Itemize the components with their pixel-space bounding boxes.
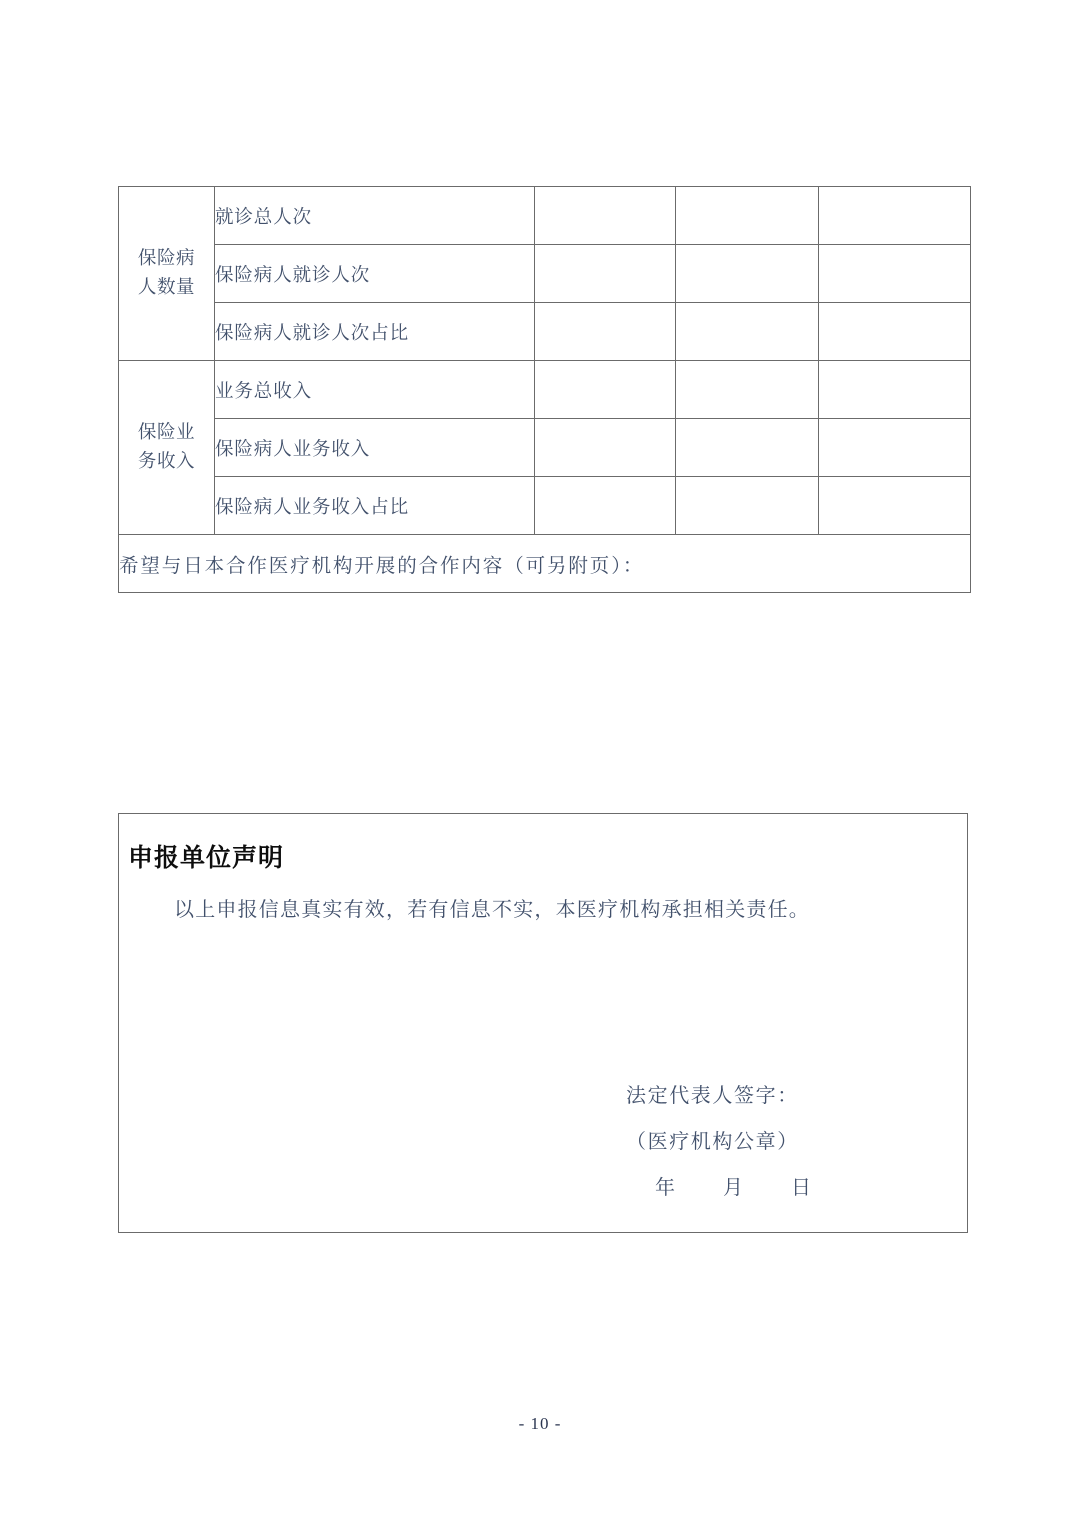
value-cell[interactable]	[819, 477, 971, 535]
signature-block	[119, 1086, 967, 1224]
declaration-box	[118, 813, 968, 1233]
value-cell[interactable]	[819, 245, 971, 303]
value-cell[interactable]	[535, 187, 676, 245]
value-cell[interactable]	[535, 419, 676, 477]
value-cell[interactable]	[676, 361, 819, 419]
row-label-insured-revenue: 保险病人业务收入	[215, 419, 535, 477]
table-row	[119, 361, 971, 419]
value-cell[interactable]	[676, 303, 819, 361]
declaration-body-text: 以上申报信息真实有效，若有信息不实，本医疗机构承担相关责任。	[174, 899, 810, 921]
value-cell[interactable]	[535, 303, 676, 361]
group-label-patient-count: 保险病 人数量	[119, 187, 215, 361]
group-label-insurance-revenue: 保险业 务收入	[119, 361, 215, 535]
value-cell[interactable]	[676, 187, 819, 245]
table-row	[119, 419, 971, 477]
value-cell[interactable]	[676, 477, 819, 535]
row-label-insured-visits-ratio: 保险病人就诊人次占比	[215, 303, 535, 361]
table-row	[119, 477, 971, 535]
row-label-insured-revenue-ratio: 保险病人业务收入占比	[215, 477, 535, 535]
declaration-title: 申报单位声明	[128, 843, 285, 872]
row-label-insured-visits: 保险病人就诊人次	[215, 245, 535, 303]
insurance-statistics-table	[118, 186, 971, 593]
legal-representative-signature-label[interactable]: 法定代表人签字：	[626, 1085, 799, 1107]
value-cell[interactable]	[819, 303, 971, 361]
value-cell[interactable]	[535, 477, 676, 535]
cooperation-content-field[interactable]: 希望与日本合作医疗机构开展的合作内容（可另附页）：	[119, 535, 971, 593]
value-cell[interactable]	[676, 245, 819, 303]
table-row	[119, 303, 971, 361]
value-cell[interactable]	[676, 419, 819, 477]
table-row-freetext	[119, 535, 971, 593]
official-seal-label[interactable]: （医疗机构公章）	[626, 1131, 799, 1153]
page-number: - 10 -	[518, 1414, 562, 1433]
table-row	[119, 187, 971, 245]
value-cell[interactable]	[535, 245, 676, 303]
row-label-total-revenue: 业务总收入	[215, 361, 535, 419]
value-cell[interactable]	[819, 419, 971, 477]
date-label[interactable]: 年 月 日	[655, 1177, 825, 1199]
value-cell[interactable]	[819, 361, 971, 419]
value-cell[interactable]	[535, 361, 676, 419]
table-row	[119, 245, 971, 303]
row-label-total-visits: 就诊总人次	[215, 187, 535, 245]
value-cell[interactable]	[819, 187, 971, 245]
